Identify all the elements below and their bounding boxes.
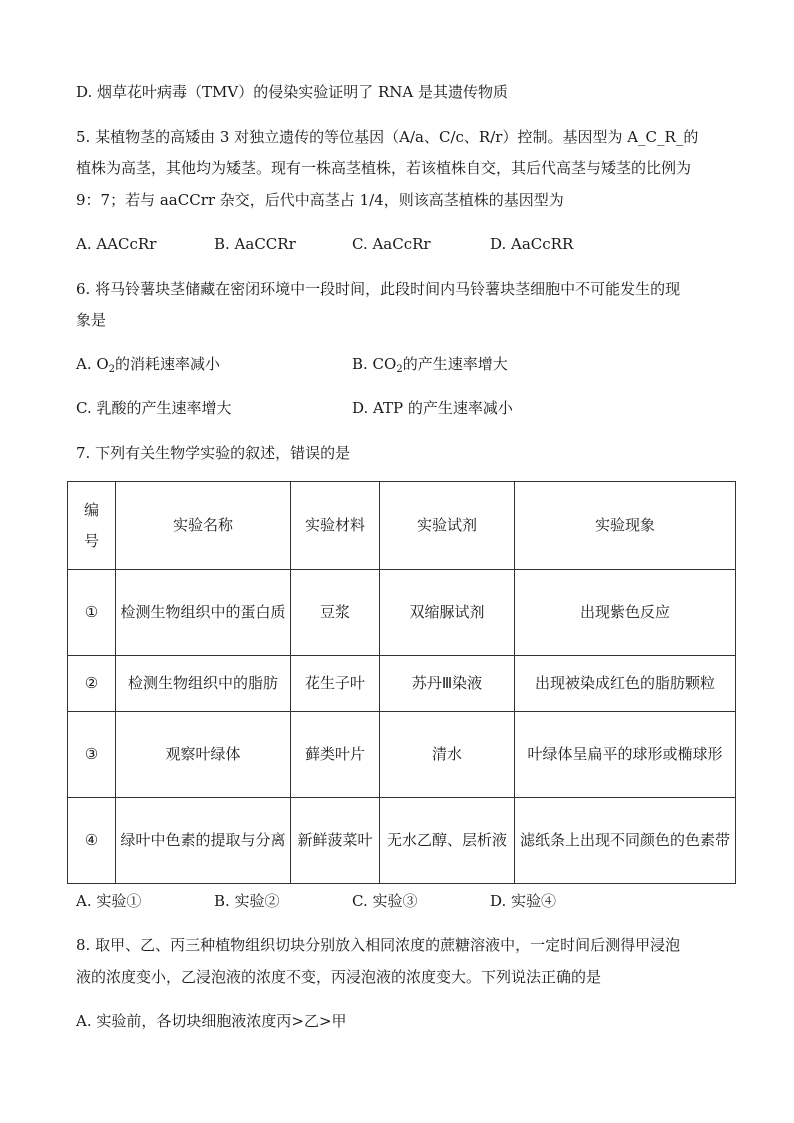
question-5-line-1: 5. 某植物茎的高矮由 3 对独立遗传的等位基因（A/a、C/c、R/r）控制。基因型为 A_C_R_的 bbox=[76, 128, 699, 146]
row-phenomenon: 出现紫色反应 bbox=[515, 570, 736, 656]
q6-a-subscript: 2 bbox=[108, 364, 116, 375]
q6-option-d: D. ATP 的产生速率减小 bbox=[352, 399, 513, 417]
question-6-line-1: 6. 将马铃薯块茎储藏在密闭环境中一段时间，此段时间内马铃薯块茎细胞中不可能发生的现 bbox=[76, 280, 681, 298]
header-experiment-material: 实验材料 bbox=[291, 482, 380, 570]
q7-option-c: C. 实验③ bbox=[352, 892, 418, 910]
q5-option-d: D. AaCcRR bbox=[490, 235, 574, 253]
header-experiment-name: 实验名称 bbox=[116, 482, 291, 570]
q5-option-b: B. AaCCRr bbox=[214, 235, 296, 253]
row-number: ① bbox=[68, 570, 116, 656]
row-reagent: 清水 bbox=[380, 712, 515, 798]
q7-option-b: B. 实验② bbox=[214, 892, 280, 910]
row-number: ② bbox=[68, 656, 116, 712]
row-reagent: 双缩脲试剂 bbox=[380, 570, 515, 656]
q6-option-b bbox=[352, 354, 508, 380]
row-name: 检测生物组织中的蛋白质 bbox=[116, 570, 291, 656]
row-material: 花生子叶 bbox=[291, 656, 380, 712]
table-header-row bbox=[68, 482, 736, 570]
table-row bbox=[68, 656, 736, 712]
row-material: 豆浆 bbox=[291, 570, 380, 656]
table-row bbox=[68, 570, 736, 656]
q6-a-prefix: A. O bbox=[76, 355, 109, 373]
header-number-char-2: 号 bbox=[83, 531, 99, 550]
row-name: 检测生物组织中的脂肪 bbox=[116, 656, 291, 712]
q6-option-c: C. 乳酸的产生速率增大 bbox=[76, 399, 232, 417]
q7-option-d: D. 实验④ bbox=[490, 892, 557, 910]
header-number-char-1: 编 bbox=[83, 500, 99, 519]
row-name: 绿叶中色素的提取与分离 bbox=[116, 798, 291, 884]
question-8-line-1: 8. 取甲、乙、丙三种植物组织切块分别放入相同浓度的蔗糖溶液中，一定时间后测得甲浸泡 bbox=[76, 936, 681, 954]
option-d-tmv: D. 烟草花叶病毒（TMV）的侵染实验证明了 RNA 是其遗传物质 bbox=[76, 83, 509, 101]
question-5-line-2: 植株为高茎，其他均为矮茎。现有一株高茎植株，若该植株自交，其后代高茎与矮茎的比例为 bbox=[76, 159, 692, 177]
q6-a-suffix: 的消耗速率减小 bbox=[115, 355, 221, 373]
row-material: 新鲜菠菜叶 bbox=[291, 798, 380, 884]
row-phenomenon: 出现被染成红色的脂肪颗粒 bbox=[515, 656, 736, 712]
row-reagent: 苏丹Ⅲ染液 bbox=[380, 656, 515, 712]
q5-option-c: C. AaCcRr bbox=[352, 235, 431, 253]
row-phenomenon: 叶绿体呈扁平的球形或椭球形 bbox=[515, 712, 736, 798]
question-7: 7. 下列有关生物学实验的叙述，错误的是 bbox=[76, 444, 351, 462]
header-experiment-reagent: 实验试剂 bbox=[380, 482, 515, 570]
q6-b-suffix: 的产生速率增大 bbox=[402, 355, 508, 373]
row-number: ③ bbox=[68, 712, 116, 798]
q8-option-a: A. 实验前，各切块细胞液浓度丙>乙>甲 bbox=[76, 1012, 347, 1030]
header-number bbox=[68, 482, 116, 570]
q6-b-subscript: 2 bbox=[396, 364, 403, 375]
row-phenomenon: 滤纸条上出现不同颜色的色素带 bbox=[515, 798, 736, 884]
question-5-line-3: 9：7；若与 aaCCrr 杂交，后代中高茎占 1/4，则该高茎植株的基因型为 bbox=[76, 191, 564, 209]
q7-option-a: A. 实验① bbox=[76, 892, 142, 910]
question-8-line-2: 液的浓度变小，乙浸泡液的浓度不变，丙浸泡液的浓度变大。下列说法正确的是 bbox=[76, 968, 602, 986]
table-row bbox=[68, 798, 736, 884]
question-6-line-2: 象是 bbox=[76, 311, 107, 329]
header-experiment-phenomenon: 实验现象 bbox=[515, 482, 736, 570]
row-reagent: 无水乙醇、层析液 bbox=[380, 798, 515, 884]
experiment-table bbox=[67, 481, 736, 884]
row-material: 藓类叶片 bbox=[291, 712, 380, 798]
q6-b-prefix: B. CO bbox=[352, 355, 397, 373]
table-row bbox=[68, 712, 736, 798]
q5-option-a: A. AACcRr bbox=[76, 235, 157, 253]
q6-option-a bbox=[76, 354, 220, 380]
row-number: ④ bbox=[68, 798, 116, 884]
row-name: 观察叶绿体 bbox=[116, 712, 291, 798]
